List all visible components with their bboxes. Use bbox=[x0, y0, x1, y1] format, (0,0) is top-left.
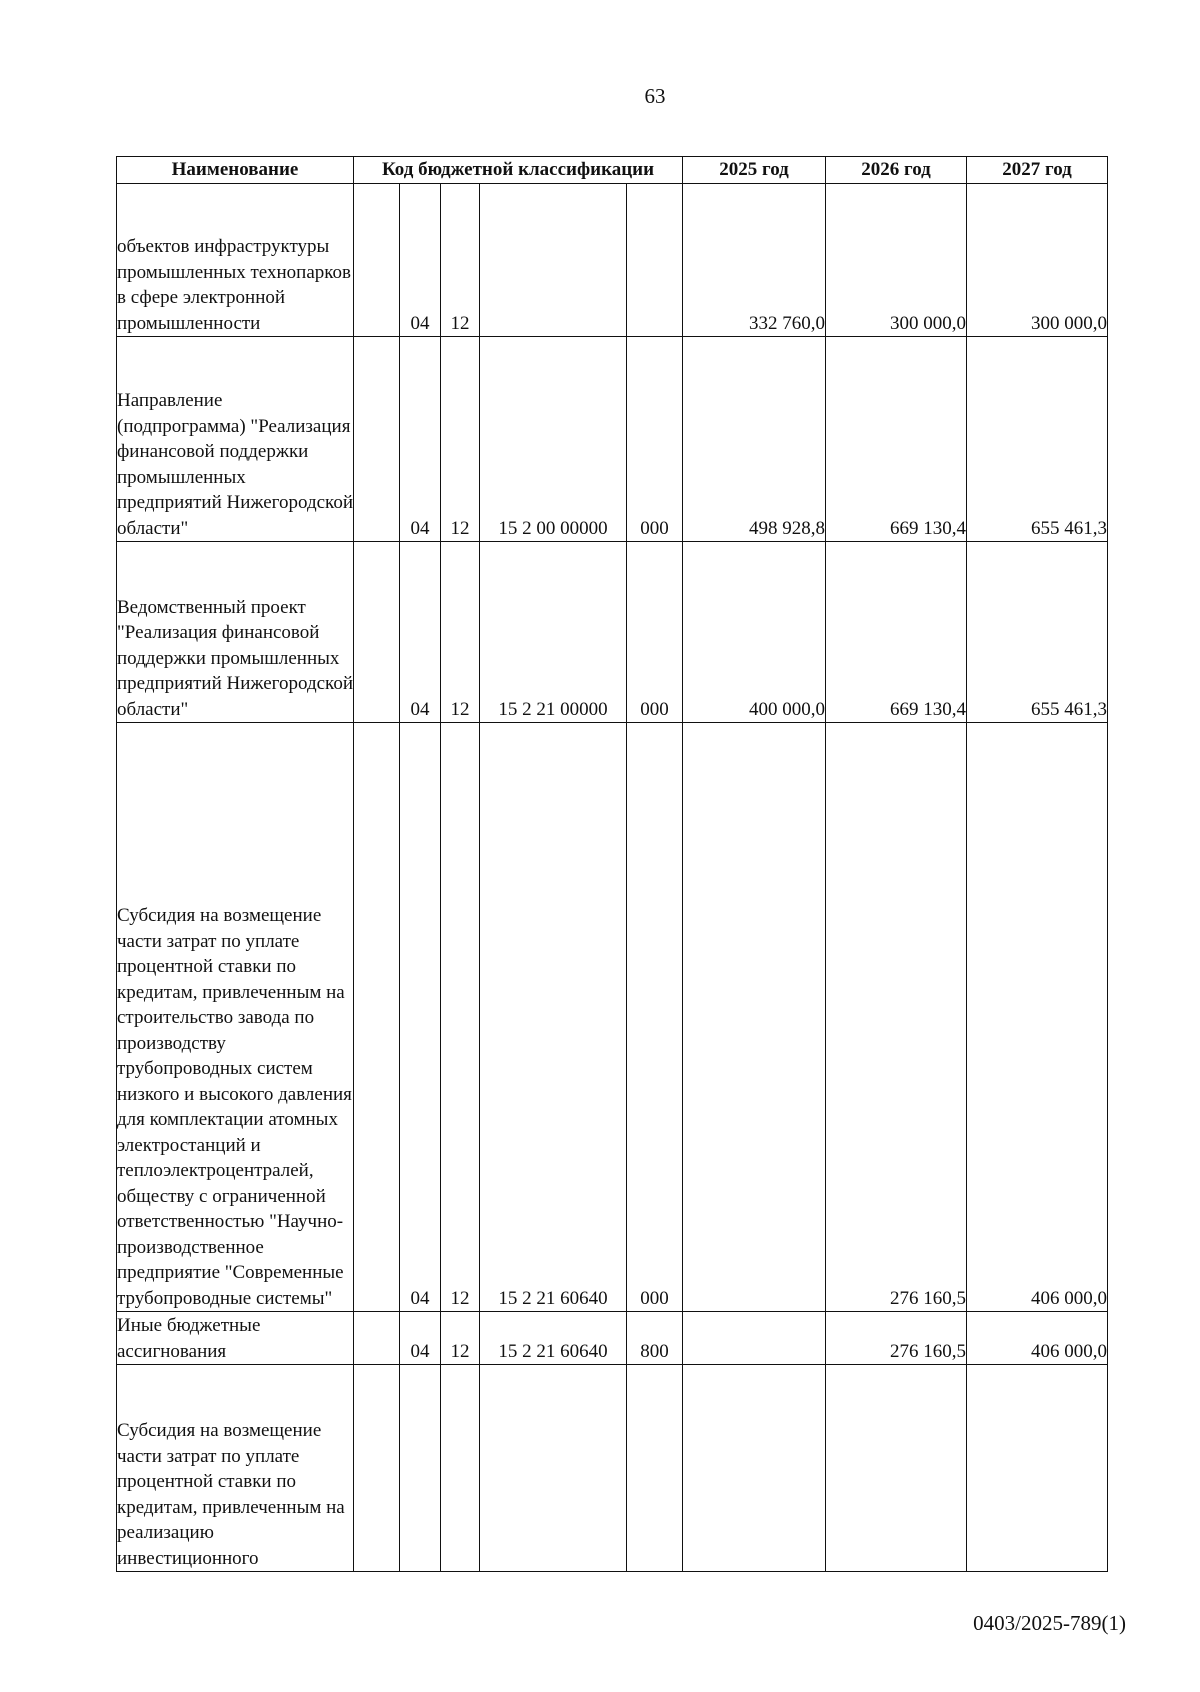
row-section: 04 bbox=[400, 337, 441, 542]
row-2025-value bbox=[683, 1365, 826, 1572]
budget-table bbox=[116, 156, 1200, 1572]
row-blank-cell bbox=[354, 1365, 400, 1572]
row-section: 04 bbox=[400, 723, 441, 1312]
header-2026: 2026 год bbox=[826, 157, 967, 184]
table-row bbox=[117, 1312, 1200, 1365]
row-2025-value bbox=[683, 1312, 826, 1365]
row-section: 04 bbox=[400, 1312, 441, 1365]
row-target-article: 15 2 00 00000 bbox=[480, 337, 627, 542]
row-target-article: 15 2 21 60640 bbox=[480, 723, 627, 1312]
header-name: Наименование bbox=[117, 157, 354, 184]
row-target-article: 15 2 21 00000 bbox=[480, 542, 627, 723]
header-2025: 2025 год bbox=[683, 157, 826, 184]
row-2027-value bbox=[967, 1365, 1108, 1572]
row-expense-type bbox=[627, 1365, 683, 1572]
row-2027-value: 655 461,3 bbox=[967, 542, 1108, 723]
row-target-article: 15 2 21 60640 bbox=[480, 1312, 627, 1365]
row-2026-value: 276 160,5 bbox=[826, 1312, 967, 1365]
row-blank-cell bbox=[354, 1312, 400, 1365]
row-2026-value bbox=[826, 1365, 967, 1572]
row-2027-value: 406 000,0 bbox=[967, 723, 1108, 1312]
row-2027-value: 406 000,0 bbox=[967, 1312, 1108, 1365]
table-row bbox=[117, 337, 1200, 542]
row-section: 04 bbox=[400, 542, 441, 723]
row-2025-value: 332 760,0 bbox=[683, 184, 826, 337]
row-expense-type: 000 bbox=[627, 337, 683, 542]
row-name: Ведомственный проект "Реализация финансовой поддержки промышленных предприятий Нижегородской области" bbox=[117, 542, 354, 723]
row-expense-type: 800 bbox=[627, 1312, 683, 1365]
row-2025-value: 498 928,8 bbox=[683, 337, 826, 542]
row-expense-type: 000 bbox=[627, 723, 683, 1312]
row-2026-value: 276 160,5 bbox=[826, 723, 967, 1312]
row-subsection: 12 bbox=[441, 542, 480, 723]
row-name: Иные бюджетные ассигнования bbox=[117, 1312, 354, 1365]
row-expense-type: 000 bbox=[627, 542, 683, 723]
row-name: объектов инфраструктуры промышленных технопарков в сфере электронной промышленности bbox=[117, 184, 354, 337]
row-subsection: 12 bbox=[441, 184, 480, 337]
table-header-row bbox=[117, 157, 1200, 184]
header-code: Код бюджетной классификации bbox=[354, 157, 683, 184]
header-2027: 2027 год bbox=[967, 157, 1108, 184]
row-name: Субсидия на возмещение части затрат по уплате процентной ставки по кредитам, привлеченным на реализацию инвестиционного bbox=[117, 1365, 354, 1572]
row-subsection: 12 bbox=[441, 337, 480, 542]
row-name: Субсидия на возмещение части затрат по уплате процентной ставки по кредитам, привлеченным на строительство завода по производству трубопроводных систем низкого и высокого давления для комплектации атомных электростанций и теплоэлектроцентралей, обществу с ограниченной ответственностью "Научно-производственное предприятие "Современные трубопроводные системы" bbox=[117, 723, 354, 1312]
row-2027-value: 300 000,0 bbox=[967, 184, 1108, 337]
document-code: 0403/2025-789(1) bbox=[973, 1611, 1126, 1635]
row-section bbox=[400, 1365, 441, 1572]
page-number: 63 bbox=[644, 84, 666, 108]
row-target-article bbox=[480, 184, 627, 337]
row-section: 04 bbox=[400, 184, 441, 337]
table-row bbox=[117, 542, 1200, 723]
table-row bbox=[117, 723, 1200, 1312]
row-subsection bbox=[441, 1365, 480, 1572]
table-row bbox=[117, 184, 1200, 337]
row-expense-type bbox=[627, 184, 683, 337]
row-2026-value: 669 130,4 bbox=[826, 337, 967, 542]
row-blank-cell bbox=[354, 337, 400, 542]
row-2026-value: 669 130,4 bbox=[826, 542, 967, 723]
row-2026-value: 300 000,0 bbox=[826, 184, 967, 337]
row-blank-cell bbox=[354, 542, 400, 723]
row-subsection: 12 bbox=[441, 723, 480, 1312]
row-blank-cell bbox=[354, 184, 400, 337]
row-2025-value bbox=[683, 723, 826, 1312]
row-blank-cell bbox=[354, 723, 400, 1312]
row-subsection: 12 bbox=[441, 1312, 480, 1365]
table-row bbox=[117, 1365, 1200, 1572]
row-2025-value: 400 000,0 bbox=[683, 542, 826, 723]
row-2027-value: 655 461,3 bbox=[967, 337, 1108, 542]
row-name: Направление (подпрограмма) "Реализация финансовой поддержки промышленных предприятий Нижегородской области" bbox=[117, 337, 354, 542]
row-target-article bbox=[480, 1365, 627, 1572]
